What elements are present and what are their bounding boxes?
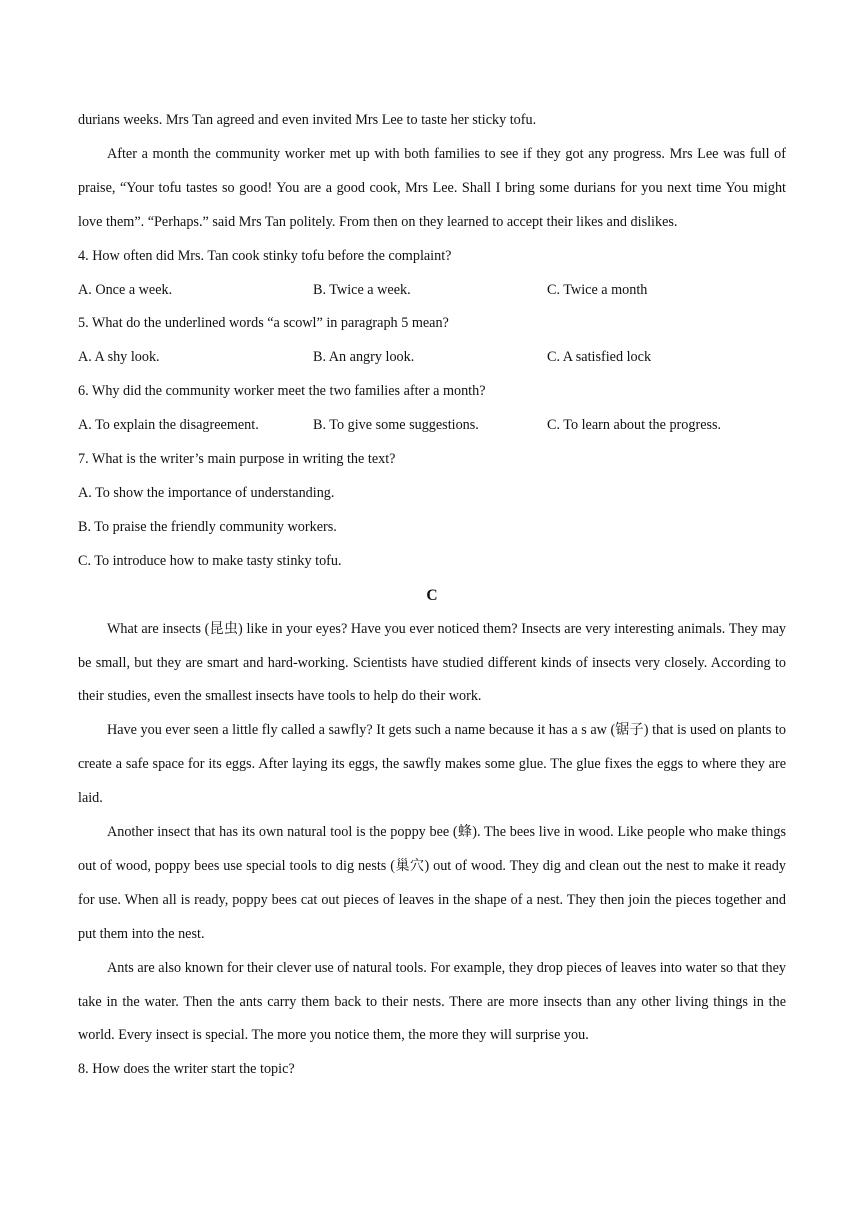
question-text: 5. What do the underlined words “a scowl” in paragraph 5 mean? bbox=[78, 315, 449, 332]
option-a: A. Once a week. bbox=[78, 281, 173, 298]
passage-c-paragraph: What are insects (昆虫) like in your eyes? Have you ever noticed them? Insects are very interesting animals. They may be small, but they are smart and hard-working. Scientists have studied different kinds of insects very closely. According to their studies, even the smallest insects have tools to help do their work. bbox=[78, 620, 786, 705]
option-c: C. Twice a month bbox=[547, 281, 648, 298]
option-c: C. To learn about the progress. bbox=[547, 417, 722, 434]
question-7 bbox=[78, 443, 786, 579]
option-row bbox=[78, 409, 786, 443]
option-a: A. To show the importance of understanding. bbox=[78, 484, 335, 501]
question-4 bbox=[78, 240, 786, 308]
question-text: 7. What is the writer’s main purpose in writing the text? bbox=[78, 451, 396, 468]
passage-c-paragraph: Have you ever seen a little fly called a sawfly? It gets such a name because it has a s aw (锯子) that is used on plants to create a safe space for its eggs. After laying its eggs, the sawfly makes some glue. The glue fixes the eggs to where they are laid. bbox=[78, 722, 786, 807]
option-c: C. A satisfied lock bbox=[547, 349, 652, 366]
question-8-text: 8. How does the writer start the topic? bbox=[78, 1061, 295, 1078]
option-row bbox=[78, 274, 786, 308]
question-text: 6. Why did the community worker meet the two families after a month? bbox=[78, 383, 486, 400]
question-6 bbox=[78, 375, 786, 443]
exam-page bbox=[78, 104, 786, 1087]
passage-c-paragraph: Ants are also known for their clever use of natural tools. For example, they drop pieces of leaves into water so that they take in the water. Then the ants carry them back to their nests. There are more insects than any other living things in the world. Every insect is special. The more you notice them, the more they will surprise you. bbox=[78, 959, 786, 1044]
option-a: A. To explain the disagreement. bbox=[78, 417, 259, 434]
passage-c-paragraph: Another insect that has its own natural tool is the poppy bee (蜂). The bees live in wood. Like people who make things out of wood, poppy bees use special tools to dig nests (巢穴) out of wood. They dig and clean out the nest to make it ready for use. When all is ready, poppy bees cat out pieces of leaves in the shape of a nest. They then join the pieces together and put them into the nest. bbox=[78, 824, 786, 942]
option-b: B. To give some suggestions. bbox=[313, 417, 479, 434]
passage-b-paragraph-continued: durians weeks. Mrs Tan agreed and even invited Mrs Lee to taste her sticky tofu. bbox=[78, 112, 537, 128]
question-text: 4. How often did Mrs. Tan cook stinky tofu before the complaint? bbox=[78, 247, 452, 264]
passage-b-paragraph: After a month the community worker met up with both families to see if they got any progress. Mrs Lee was full of praise, “Your tofu tastes so good! You are a good cook, Mrs Lee. Shall I bring some durians for you next time You might love them”. “Perhaps.” said Mrs Tan politely. From then on they learned to accept their likes and dislikes. bbox=[78, 145, 786, 230]
option-c: C. To introduce how to make tasty stinky tofu. bbox=[78, 552, 342, 569]
option-row bbox=[78, 341, 786, 375]
option-b: B. To praise the friendly community workers. bbox=[78, 518, 337, 535]
option-a: A. A shy look. bbox=[78, 349, 160, 366]
section-c-title: C bbox=[426, 586, 438, 604]
option-b: B. Twice a week. bbox=[313, 281, 411, 298]
option-b: B. An angry look. bbox=[313, 349, 415, 366]
question-5 bbox=[78, 307, 786, 375]
